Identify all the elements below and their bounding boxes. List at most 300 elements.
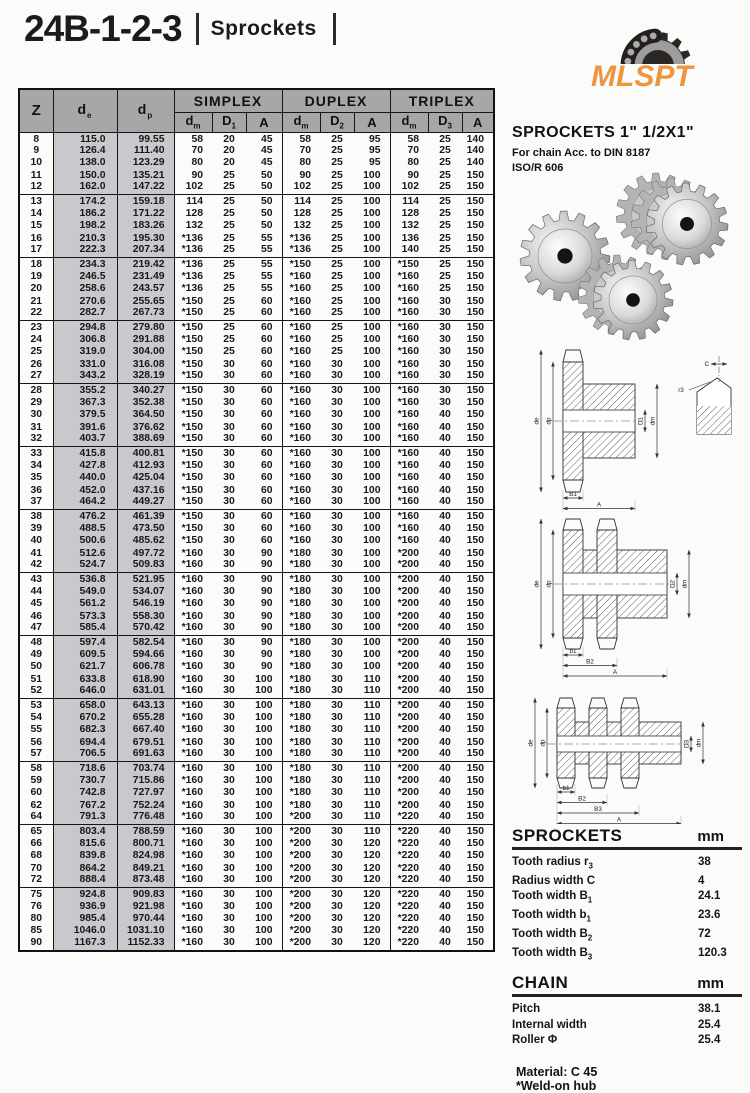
table-cell: 90: [407, 169, 419, 181]
spec-value: 72: [698, 927, 711, 940]
table-cell: 195.30: [117, 233, 174, 245]
table-cell: 110: [354, 749, 390, 762]
table-cell: 150: [462, 762, 494, 775]
table-cell: 534.07: [117, 586, 174, 598]
table-row: [19, 409, 494, 421]
table-cell: 99.55: [117, 132, 174, 145]
table-cell: 100: [354, 170, 390, 182]
product-note-line1: For chain Acc. to DIN 8187: [512, 147, 651, 159]
table-cell: 30: [331, 799, 343, 811]
spec-value: 23.6: [698, 909, 721, 922]
table-cell: *200: [397, 684, 419, 696]
svg-text:b1: b1: [562, 785, 570, 792]
table-cell: 1152.33: [117, 938, 174, 951]
table-cell: 30: [439, 370, 451, 382]
table-cell: 25: [439, 283, 451, 295]
table-cell: 776.48: [117, 812, 174, 825]
table-cell: *180: [289, 598, 311, 610]
table-row: [19, 447, 494, 460]
table-cell: 30: [223, 459, 235, 471]
table-cell: 60: [246, 346, 282, 358]
table-cell: 839.8: [53, 850, 117, 862]
table-row: [19, 825, 494, 838]
table-cell: 44: [19, 586, 53, 598]
table-cell: 150: [466, 774, 484, 786]
table-cell: 25: [331, 270, 343, 282]
table-cell: 150: [466, 181, 484, 193]
table-cell: *220: [397, 913, 419, 925]
table-cell: 25: [439, 169, 451, 181]
table-cell: 30: [331, 621, 343, 633]
table-cell: 40: [439, 673, 451, 685]
table-cell: 570.42: [117, 623, 174, 636]
table-cell: 150: [466, 925, 484, 937]
table-cell: 90: [246, 649, 282, 661]
table-row: [19, 573, 494, 586]
table-cell: 150: [466, 900, 484, 912]
table-cell: 679.51: [117, 737, 174, 749]
table-cell: 150: [466, 837, 484, 849]
table-cell: 509.83: [117, 560, 174, 573]
table-cell: *160: [397, 358, 419, 370]
table-cell: 343.2: [53, 371, 117, 384]
table-cell: 55: [246, 283, 282, 295]
col-header-z: Z: [19, 89, 53, 132]
table-cell: 14: [19, 208, 53, 220]
table-cell: 921.98: [117, 901, 174, 913]
table-cell: 90: [246, 573, 282, 586]
table-row: [19, 938, 494, 951]
table-cell: 694.4: [53, 737, 117, 749]
table-cell: 25: [331, 220, 343, 232]
table-cell: *160: [397, 283, 419, 295]
table-cell: 30: [223, 585, 235, 597]
table-cell: 36: [19, 485, 53, 497]
table-cell: 40: [439, 459, 451, 471]
table-cell: 42: [19, 560, 53, 573]
table-cell: *150: [174, 321, 212, 334]
table-row-group: [19, 195, 494, 258]
table-cell: 100: [354, 497, 390, 510]
table-cell: 120: [354, 863, 390, 875]
svg-text:de: de: [533, 417, 541, 425]
table-cell: 120: [354, 875, 390, 888]
table-cell: *160: [174, 825, 212, 838]
table-row: [19, 434, 494, 447]
col-header-a: A: [462, 112, 494, 132]
table-cell: 100: [354, 283, 390, 295]
table-cell: 150: [466, 370, 484, 382]
table-cell: 25: [331, 169, 343, 181]
table-cell: 25: [331, 283, 343, 295]
table-cell: 30: [223, 648, 235, 660]
table-cell: 30: [223, 409, 235, 421]
table-cell: *150: [181, 333, 203, 345]
table-cell: 60: [246, 460, 282, 472]
table-cell: 30: [331, 358, 343, 370]
table-cell: 473.50: [117, 523, 174, 535]
table-cell: 864.2: [53, 863, 117, 875]
table-cell: 150: [466, 913, 484, 925]
table-row: [19, 208, 494, 220]
table-cell: 594.66: [117, 649, 174, 661]
svg-text:dp: dp: [545, 417, 553, 425]
table-row: [19, 157, 494, 169]
table-cell: 561.2: [53, 598, 117, 610]
table-cell: *160: [181, 810, 203, 822]
table-cell: 388.69: [117, 434, 174, 447]
table-cell: 25: [212, 195, 246, 208]
table-cell: 66: [19, 838, 53, 850]
table-cell: *200: [397, 621, 419, 633]
table-cell: *200: [289, 837, 311, 849]
table-cell: 100: [246, 850, 282, 862]
table-cell: 30: [331, 724, 343, 736]
table-cell: 100: [246, 901, 282, 913]
table-cell: *200: [397, 648, 419, 660]
table-cell: *200: [289, 862, 311, 874]
table-cell: 150: [462, 573, 494, 586]
table-cell: 512.6: [53, 548, 117, 560]
table-cell: *160: [390, 510, 428, 523]
table-cell: 100: [246, 825, 282, 838]
section-header-triplex: TRIPLEX: [390, 89, 494, 112]
table-cell: 100: [354, 598, 390, 610]
table-cell: 45: [246, 132, 282, 145]
table-row: [19, 384, 494, 397]
table-cell: 25: [223, 207, 235, 219]
table-row: [19, 460, 494, 472]
table-cell: 95: [354, 157, 390, 169]
table-cell: 319.0: [53, 346, 117, 358]
table-cell: 150: [466, 598, 484, 610]
table-cell: 25: [19, 346, 53, 358]
table-cell: 30: [320, 573, 354, 586]
svg-text:de: de: [527, 739, 535, 747]
table-cell: *136: [181, 283, 203, 295]
table-row: [19, 838, 494, 850]
col-header-de: $d_e$: [53, 89, 117, 132]
chain-spec-title: CHAIN: [512, 973, 569, 993]
table-cell: *200: [397, 598, 419, 610]
table-cell: 135.21: [117, 170, 174, 182]
table-cell: *200: [397, 736, 419, 748]
table-cell: 70: [299, 144, 311, 156]
table-cell: 25: [439, 207, 451, 219]
table-cell: 150: [466, 207, 484, 219]
table-cell: 30: [223, 724, 235, 736]
svg-text:A: A: [596, 501, 602, 509]
table-cell: 55: [19, 724, 53, 736]
table-cell: 40: [439, 598, 451, 610]
table-cell: 30: [331, 396, 343, 408]
table-cell: 30: [320, 636, 354, 649]
table-row: [19, 775, 494, 787]
table-cell: *200: [282, 888, 320, 901]
table-cell: *160: [181, 648, 203, 660]
table-cell: *150: [181, 396, 203, 408]
table-cell: 111.40: [117, 145, 174, 157]
table-cell: 488.5: [53, 523, 117, 535]
table-cell: 10: [19, 157, 53, 169]
table-cell: *200: [397, 558, 419, 570]
table-cell: 100: [354, 560, 390, 573]
table-cell: 970.44: [117, 913, 174, 925]
table-cell: 128: [293, 207, 311, 219]
table-cell: 25: [439, 232, 451, 244]
table-cell: *180: [289, 747, 311, 759]
table-cell: 140: [466, 144, 484, 156]
table-cell: *150: [181, 346, 203, 358]
table-cell: 30: [331, 522, 343, 534]
table-cell: 60: [246, 422, 282, 434]
table-cell: *136: [289, 232, 311, 244]
table-cell: 30: [331, 736, 343, 748]
table-row: [19, 258, 494, 271]
table-cell: *160: [397, 295, 419, 307]
table-cell: *220: [397, 810, 419, 822]
table-cell: 60: [246, 359, 282, 371]
table-cell: 51: [19, 674, 53, 686]
table-cell: 30: [331, 673, 343, 685]
table-cell: 100: [354, 535, 390, 547]
table-cell: *200: [289, 925, 311, 937]
table-cell: 150: [466, 358, 484, 370]
mlspt-logo-sprocket-chain-icon: [590, 8, 722, 88]
table-cell: 100: [246, 838, 282, 850]
table-cell: 150: [466, 799, 484, 811]
spec-label: Pitch: [512, 1003, 541, 1016]
table-cell: 90: [246, 611, 282, 623]
table-cell: *220: [397, 936, 419, 948]
table-cell: 30: [223, 810, 235, 822]
table-cell: 150: [466, 295, 484, 307]
table-cell: 25: [331, 346, 343, 358]
table-cell: 30: [212, 447, 246, 460]
table-cell: 100: [354, 271, 390, 283]
table-cell: *180: [289, 661, 311, 673]
table-cell: 352.38: [117, 397, 174, 409]
table-cell: 64: [19, 812, 53, 825]
table-cell: 691.63: [117, 749, 174, 762]
table-cell: 70: [407, 144, 419, 156]
table-cell: 30: [331, 459, 343, 471]
table-row-group: [19, 447, 494, 510]
table-cell: 100: [246, 812, 282, 825]
table-cell: 76: [19, 901, 53, 913]
table-cell: 30: [320, 762, 354, 775]
table-cell: 65: [19, 825, 53, 838]
table-cell: 50: [246, 220, 282, 232]
sprocket-technical-drawings: [505, 342, 745, 824]
table-cell: 100: [354, 321, 390, 334]
table-cell: *200: [390, 636, 428, 649]
table-cell: 150: [466, 850, 484, 862]
table-cell: 150: [466, 736, 484, 748]
table-cell: 100: [354, 510, 390, 523]
table-cell: *160: [289, 472, 311, 484]
table-cell: 132: [185, 220, 203, 232]
table-cell: 255.65: [117, 296, 174, 308]
table-cell: *160: [181, 736, 203, 748]
table-cell: 30: [223, 837, 235, 849]
table-row: [19, 510, 494, 523]
table-cell: 25: [223, 346, 235, 358]
table-cell: *160: [390, 447, 428, 460]
table-cell: 90: [246, 598, 282, 610]
table-cell: 110: [354, 686, 390, 699]
svg-text:dm: dm: [649, 416, 657, 426]
table-cell: 30: [223, 684, 235, 696]
table-cell: 30: [223, 673, 235, 685]
table-cell: 100: [354, 548, 390, 560]
col-header-dm: $d_m$: [282, 112, 320, 132]
table-cell: 452.0: [53, 485, 117, 497]
table-row: [19, 132, 494, 145]
table-cell: 30: [223, 936, 235, 948]
table-cell: 497.72: [117, 548, 174, 560]
table-cell: 40: [439, 810, 451, 822]
table-row: [19, 397, 494, 409]
table-cell: *160: [181, 925, 203, 937]
table-cell: 30: [331, 496, 343, 507]
table-cell: *200: [390, 699, 428, 712]
table-cell: *200: [397, 724, 419, 736]
table-cell: 379.5: [53, 409, 117, 421]
table-cell: 25: [223, 220, 235, 232]
table-cell: 150.0: [53, 170, 117, 182]
table-cell: 30: [223, 496, 235, 507]
table-cell: 100: [354, 371, 390, 384]
table-cell: 573.3: [53, 611, 117, 623]
table-cell: *160: [289, 459, 311, 471]
table-cell: 30: [331, 409, 343, 421]
table-cell: 461.39: [117, 510, 174, 523]
table-cell: 100: [354, 409, 390, 421]
table-cell: 40: [439, 873, 451, 885]
table-cell: 100: [246, 674, 282, 686]
table-cell: *150: [181, 472, 203, 484]
table-cell: *200: [289, 936, 311, 948]
table-cell: 30: [223, 421, 235, 433]
table-row-group: [19, 510, 494, 573]
table-cell: 243.57: [117, 283, 174, 295]
table-cell: *180: [289, 610, 311, 622]
table-cell: *150: [174, 384, 212, 397]
table-cell: *160: [181, 747, 203, 759]
table-cell: 25: [428, 195, 462, 208]
table-cell: 102: [185, 181, 203, 193]
table-cell: 328.19: [117, 371, 174, 384]
table-cell: 40: [439, 724, 451, 736]
table-cell: *200: [289, 850, 311, 862]
table-cell: 25: [439, 181, 451, 193]
table-row: [19, 145, 494, 157]
table-cell: 30: [223, 661, 235, 673]
table-cell: 50: [246, 195, 282, 208]
table-cell: 34: [19, 460, 53, 472]
table-row: [19, 334, 494, 346]
table-cell: 376.62: [117, 422, 174, 434]
table-cell: *180: [289, 621, 311, 633]
table-cell: 767.2: [53, 800, 117, 812]
table-cell: 50: [246, 170, 282, 182]
table-row: [19, 321, 494, 334]
table-cell: 22: [19, 308, 53, 321]
table-cell: 110: [354, 724, 390, 736]
table-cell: 30: [331, 535, 343, 547]
spec-value: 38.1: [698, 1003, 721, 1016]
table-cell: 45: [19, 598, 53, 610]
table-cell: 72: [19, 875, 53, 888]
table-cell: 110: [354, 699, 390, 712]
table-cell: *220: [397, 862, 419, 874]
table-cell: *160: [289, 307, 311, 319]
table-row: [19, 535, 494, 547]
table-cell: 30: [439, 307, 451, 319]
table-cell: 150: [466, 472, 484, 484]
table-cell: *160: [390, 321, 428, 334]
table-cell: 110: [354, 825, 390, 838]
table-cell: 110: [354, 712, 390, 724]
table-row: [19, 850, 494, 862]
table-cell: *220: [397, 850, 419, 862]
table-cell: *160: [282, 510, 320, 523]
table-cell: 30: [223, 799, 235, 811]
table-cell: 90: [246, 623, 282, 636]
table-cell: 9: [19, 145, 53, 157]
table-cell: 500.6: [53, 535, 117, 547]
table-cell: 150: [466, 873, 484, 885]
table-cell: 30: [428, 321, 462, 334]
table-cell: 150: [466, 648, 484, 660]
table-cell: 50: [246, 208, 282, 220]
table-cell: 150: [466, 684, 484, 696]
table-cell: 100: [354, 586, 390, 598]
table-cell: 40: [439, 547, 451, 559]
table-cell: 150: [466, 220, 484, 232]
table-cell: 115.0: [53, 132, 117, 145]
table-cell: 207.34: [117, 245, 174, 258]
section-header-simplex: SIMPLEX: [174, 89, 282, 112]
table-cell: 100: [246, 938, 282, 951]
table-cell: 40: [439, 409, 451, 421]
table-cell: 40: [439, 711, 451, 723]
table-cell: *200: [390, 573, 428, 586]
table-cell: 48: [19, 636, 53, 649]
table-cell: *160: [289, 396, 311, 408]
table-cell: *150: [181, 295, 203, 307]
table-cell: *150: [181, 433, 203, 445]
table-cell: 800.71: [117, 838, 174, 850]
table-cell: *160: [289, 535, 311, 547]
table-cell: 20: [223, 157, 235, 169]
table-cell: *200: [282, 825, 320, 838]
table-cell: 536.8: [53, 573, 117, 586]
table-cell: 715.86: [117, 775, 174, 787]
table-cell: 25: [223, 295, 235, 307]
table-cell: 730.7: [53, 775, 117, 787]
table-cell: 100: [354, 208, 390, 220]
table-cell: 100: [354, 472, 390, 484]
sprockets-spec-unit: mm: [697, 828, 724, 845]
table-cell: 100: [354, 182, 390, 195]
table-cell: 39: [19, 523, 53, 535]
table-cell: 90: [191, 169, 203, 181]
table-cell: 120: [354, 850, 390, 862]
table-cell: *150: [181, 459, 203, 471]
table-cell: 597.4: [53, 636, 117, 649]
